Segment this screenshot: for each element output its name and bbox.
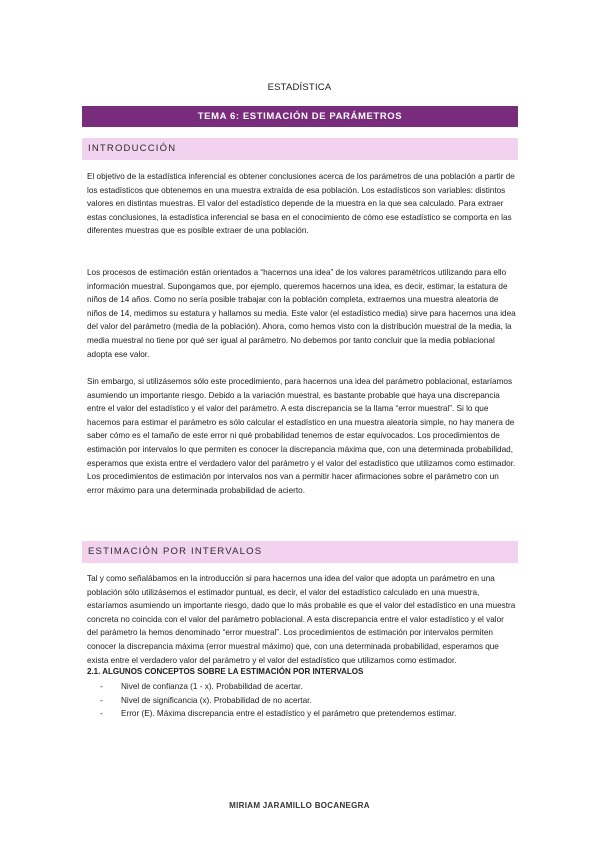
list-item-text: Error (E). Máxima discrepancia entre el estadístico y el parámetro que pretendemos estimar. (121, 709, 457, 719)
list-item-text: Nivel de confianza (1 - x). Probabilidad de acertar. (121, 682, 303, 691)
concepts-list (100, 680, 520, 721)
bullet-dash: - (100, 695, 103, 705)
bullet-dash: - (100, 709, 103, 719)
intervals-paragraph-1: Tal y como señalábamos en la introducción si para hacernos una idea del valor que adopta un parámetro en una población sólo utilizásemos el estimador puntual, es decir, el valor del estadístico calculado en una muestra, estaríamos asumiendo un importante riesgo, dado que lo más probable es que el valor del estadístico en una muestra concreta no coincida con el valor del parámetro poblacional. A esta discrepancia entre el valor estadístico y el valor del parámetro la hemos denominado “error muestral”. Los procedimientos de estimación por intervalos permiten conocer la discrepancia máxima (error muestral máximo) que, con una determinada probabilidad, esperamos que exista entre el verdadero valor del parámetro y el valor del estadístico que utilizamos como estimador. (87, 574, 516, 665)
document-footer-author: MIRIAM JARAMILLO BOCANEGRA (229, 801, 370, 810)
intro-paragraph-1: El objetivo de la estadística inferencial es obtener conclusiones acerca de los parámetros de una población a partir de los estadísticos que obtenemos en una muestra extraída de esa población. Los estadísticos son variables: distintos valores en distintas muestras. El valor del estadístico depende de la muestra en la que sea calculado. Para extraer estas conclusiones, la estadística inferencial se basa en el conocimiento de cómo ese estadístico se comporta en las diferentes muestras que es posible extraer de una población. (87, 172, 515, 236)
section-heading-introduccion: INTRODUCCIÓN (82, 138, 518, 160)
intro-paragraph-3: Sin embargo, si utilizásemos sólo este procedimiento, para hacernos una idea del parámetro poblacional, estaríamos asumiendo un importante riesgo. Debido a la variación muestral, es bastante probable que haya una discrepancia entre el valor del estadístico y el valor del parámetro. A esta discrepancia se la llama “error muestral”. Si lo que hacemos para estimar el parámetro es sólo calcular el estadístico en una muestra aleatoria simple, no hay manera de saber cómo es el tamaño de este error ni qué probabilidad tenemos de estar equivocados. Los procedimientos de estimación por intervalos lo que permiten es conocer la discrepancia máxima que, con una determinada probabilidad, esperamos que exista entre el verdadero valor del parámetro y el valor del estadístico que utilizamos como estimador. Los procedimientos de estimación por intervalos nos van a permitir hacer afirmaciones sobre el parámetro con un error máximo para una determinada probabilidad de acierto. (87, 377, 516, 495)
intro-paragraph-2: Los procesos de estimación están orientados a “hacernos una idea” de los valores paramétricos utilizando para ello información muestral. Supongamos que, por ejemplo, queremos hacernos una idea, es decir, estimar, la estatura de niños de 14 años. Como no sería posible trabajar con la población completa, extraemos una muestra aleatoria de niños de 14, medimos su estatura y hallamos su media. Este valor (el estadístico media) sirve para hacernos una idea del valor del parámetro (media de la población). Ahora, como hemos visto con la distribución muestral de la media, la media muestral no tiene por qué ser igual al parámetro. No debemos por tanto concluir que la media poblacional adopta ese valor. (87, 268, 516, 359)
topic-title-bar: TEMA 6: ESTIMACIÓN DE PARÁMETROS (82, 106, 518, 127)
list-item (100, 680, 520, 694)
list-item-text: Nivel de significancia (x). Probabilidad de no acertar. (121, 695, 312, 705)
section-heading-estimacion-por-intervalos: ESTIMACIÓN POR INTERVALOS (82, 541, 518, 563)
bullet-dash: - (100, 682, 103, 691)
list-item (100, 707, 520, 721)
document-header: ESTADÍSTICA (267, 82, 332, 93)
list-item (100, 694, 520, 708)
subsection-heading-conceptos: 2.1. ALGUNOS CONCEPTOS SOBRE LA ESTIMACIÓN POR INTERVALOS (87, 667, 364, 676)
